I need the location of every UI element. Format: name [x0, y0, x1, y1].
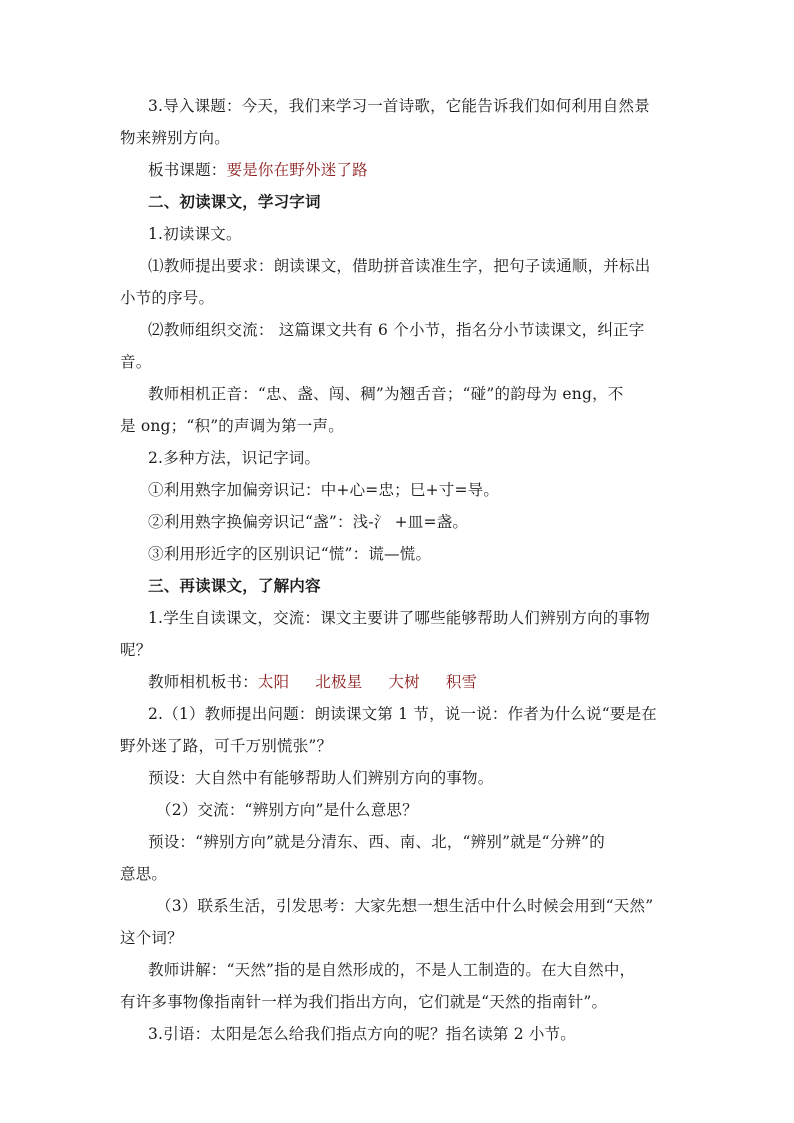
step-1-1-line-1: ⑴教师提出要求：朗读课文，借助拼音读准生字，把句子读通顺，并标出 [148, 257, 651, 275]
question-1-line-1: 2.（1）教师提出问题：朗读课文第 1 节，说一说：作者为什么说“要是在 [148, 705, 657, 723]
board-item: 北极星 [315, 673, 363, 691]
board-item: 大树 [388, 673, 420, 691]
board-items-line [148, 672, 680, 692]
explanation-line-2: 有许多事物像指南针一样为我们指出方向，它们就是“天然的指南针”。 [120, 993, 608, 1011]
board-item: 太阳 [257, 673, 290, 691]
reading-question-line-1: 1.学生自读课文，交流：课文主要讲了哪些能够帮助人们辨别方向的事物 [148, 609, 650, 627]
step-1-2-line-1: ⑵教师组织交流： 这篇课文共有 6 个小节，指名分小节读课文，纠正字 [148, 321, 645, 339]
step-1-1-line-2: 小节的序号。 [120, 289, 215, 307]
question-3-line-1: （3）联系生活，引发思考：大家先想一想生活中什么时候会用到“天然” [156, 897, 654, 915]
preset-2-line-2: 意思。 [120, 865, 168, 883]
step-1-heading: 1.初读课文。 [148, 225, 242, 243]
board-title-text: 要是你在野外迷了路 [226, 161, 368, 179]
section-heading-2: 二、初读课文，学习字词 [148, 192, 321, 211]
preset-2-line-1: 预设：“辨别方向”就是分清东、西、南、北，“辨别”就是“分辨”的 [148, 833, 605, 851]
pronunciation-line-1: 教师相机正音：“忠、盏、闯、稠”为翘舌音；“碰”的韵母为 eng，不 [148, 385, 624, 403]
board-title-prefix: 板书课题： [148, 161, 227, 179]
method-2: ②利用熟字换偏旁识记“盏”：浅-氵 +皿=盏。 [148, 513, 469, 531]
paragraph-intro-line-1: 3.导入课题：今天，我们来学习一首诗歌，它能告诉我们如何利用自然景 [148, 97, 650, 115]
step-2-heading: 2.多种方法，识记字词。 [148, 449, 321, 467]
board-items-prefix: 教师相机板书： [148, 673, 258, 691]
preset-1: 预设：大自然中有能够帮助人们辨别方向的事物。 [148, 769, 494, 787]
method-3: ③利用形近字的区别识记“慌”：谎—慌。 [148, 545, 432, 563]
step-3-lead: 3.引语：太阳是怎么给我们指点方向的呢？指名读第 2 小节。 [148, 1025, 577, 1043]
section-heading-3: 三、再读课文，了解内容 [148, 576, 321, 595]
method-1: ①利用熟字加偏旁识记：中+心=忠；巳+寸=导。 [148, 481, 500, 499]
board-item: 积雪 [445, 673, 478, 691]
question-3-line-2: 这个词？ [120, 929, 183, 947]
step-1-2-line-2: 音。 [120, 353, 152, 371]
pronunciation-line-2: 是 ong；“积”的声调为第一声。 [120, 417, 344, 435]
question-1-line-2: 野外迷了路，可千万别慌张”？ [120, 737, 333, 755]
explanation-line-1: 教师讲解：“天然”指的是自然形成的，不是人工制造的。在大自然中， [148, 961, 636, 979]
reading-question-line-2: 呢？ [120, 641, 152, 659]
question-2: （2）交流：“辨别方向”是什么意思？ [156, 801, 418, 819]
board-title-line [148, 160, 680, 180]
paragraph-intro-line-2: 物来辨别方向。 [120, 129, 230, 147]
